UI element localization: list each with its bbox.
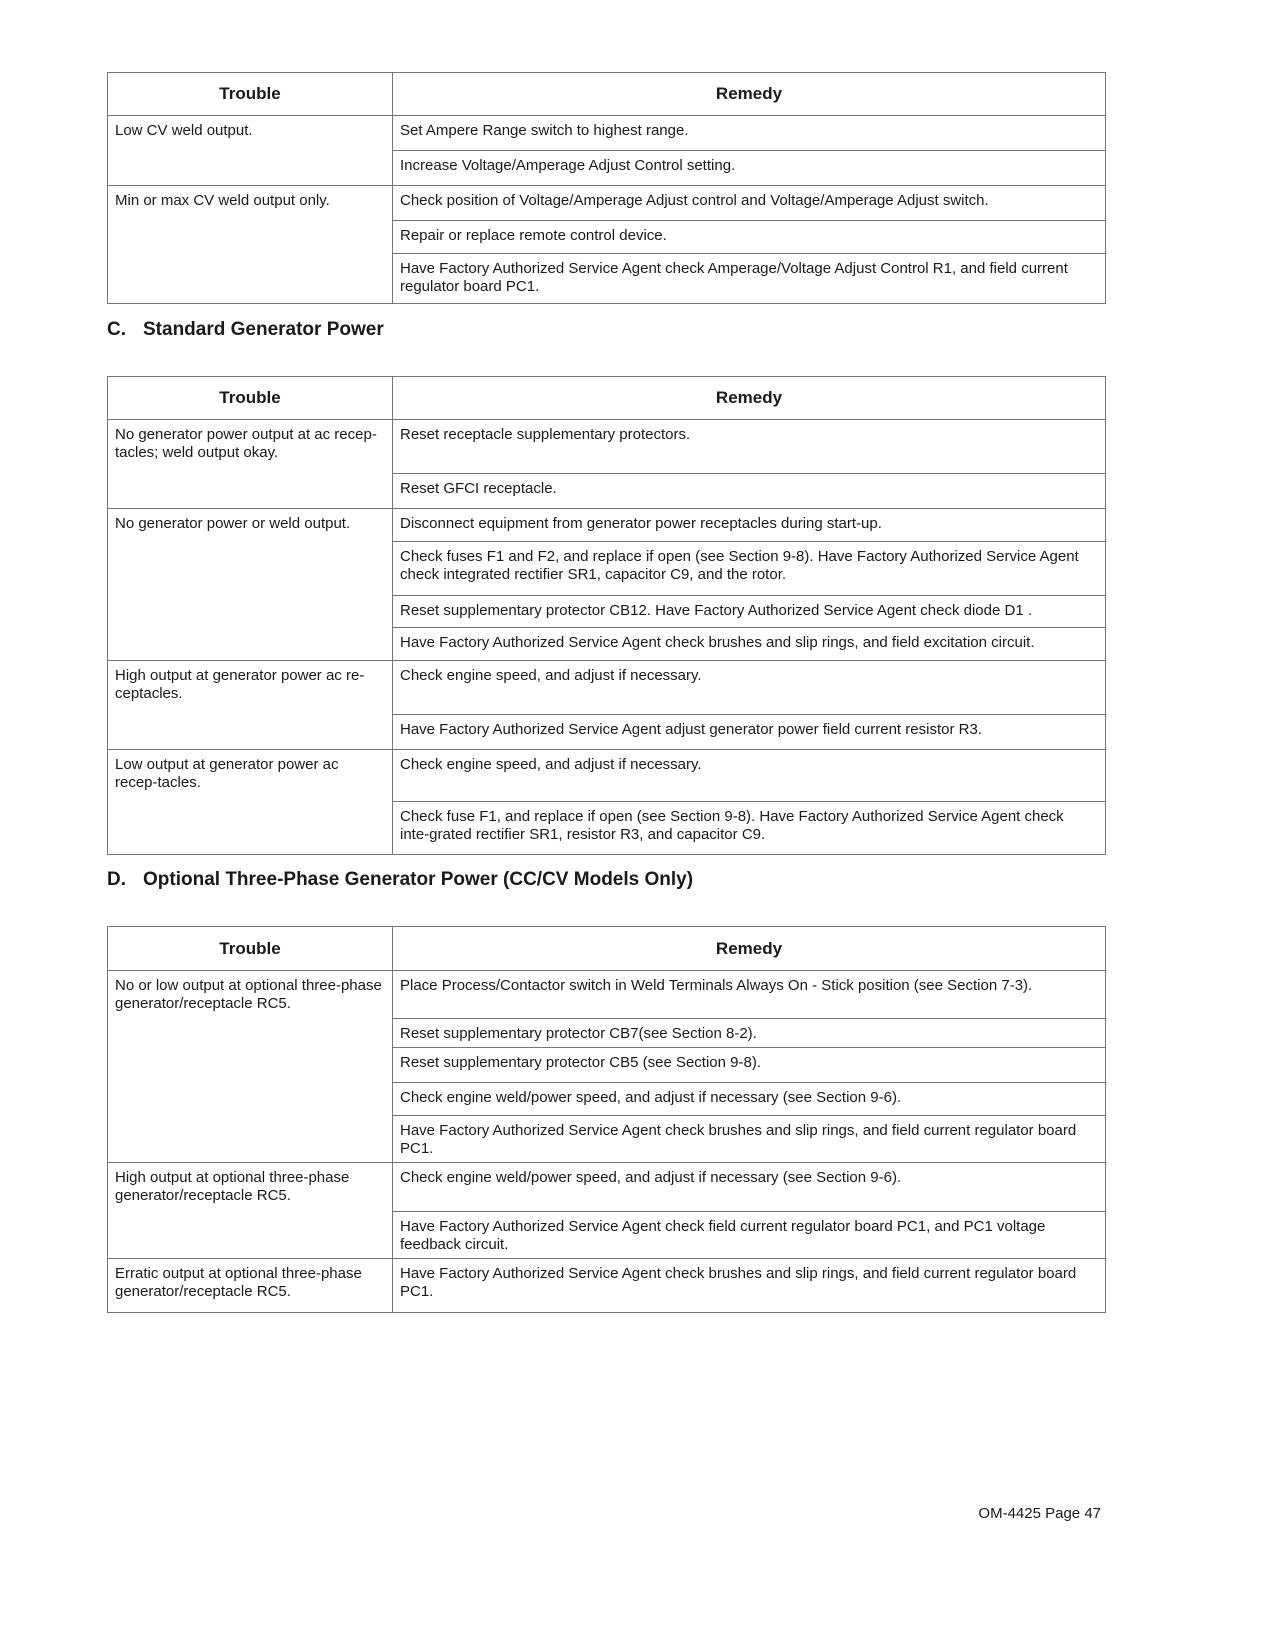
remedy-cell: Check engine weld/power speed, and adjust if necessary (see Section 9-6).	[393, 1083, 1106, 1116]
trouble-cell: Low output at generator power ac recep-tacles.	[108, 750, 393, 855]
table-header-row	[108, 73, 1106, 116]
remedy-cell: Check fuse F1, and replace if open (see Section 9-8). Have Factory Authorized Service Agent check inte-grated rectifier SR1, resistor R3, and capacitor C9.	[393, 802, 1106, 855]
section-letter: C.	[107, 319, 126, 340]
remedy-cell: Disconnect equipment from generator power receptacles during start-up.	[393, 509, 1106, 542]
remedy-header: Remedy	[393, 73, 1106, 116]
troubleshooting-table-weld	[107, 72, 1106, 304]
remedy-cell: Have Factory Authorized Service Agent check brushes and slip rings, and field current regulator board PC1.	[393, 1259, 1106, 1313]
trouble-cell: No generator power output at ac recep-tacles; weld output okay.	[108, 420, 393, 509]
table-header-row	[108, 377, 1106, 420]
trouble-cell: High output at optional three-phase generator/receptacle RC5.	[108, 1163, 393, 1259]
section-letter: D.	[107, 869, 126, 890]
table-row	[108, 420, 1106, 474]
remedy-cell: Repair or replace remote control device.	[393, 221, 1106, 254]
troubleshooting-table-three-phase	[107, 926, 1106, 1313]
remedy-header: Remedy	[393, 927, 1106, 971]
trouble-cell: Erratic output at optional three-phase generator/receptacle RC5.	[108, 1259, 393, 1313]
trouble-cell: High output at generator power ac re-ceptacles.	[108, 661, 393, 750]
remedy-cell: Reset supplementary protector CB5 (see Section 9-8).	[393, 1048, 1106, 1083]
section-heading-c	[107, 319, 384, 341]
remedy-cell: Have Factory Authorized Service Agent check Amperage/Voltage Adjust Control R1, and field current regulator board PC1.	[393, 254, 1106, 304]
table-row	[108, 116, 1106, 151]
remedy-cell: Check engine weld/power speed, and adjust if necessary (see Section 9-6).	[393, 1163, 1106, 1212]
remedy-cell: Check engine speed, and adjust if necessary.	[393, 750, 1106, 802]
trouble-cell: Min or max CV weld output only.	[108, 186, 393, 304]
trouble-cell: No generator power or weld output.	[108, 509, 393, 661]
remedy-cell: Reset GFCI receptacle.	[393, 474, 1106, 509]
remedy-cell: Have Factory Authorized Service Agent check brushes and slip rings, and field excitation circuit.	[393, 628, 1106, 661]
table-row	[108, 186, 1106, 221]
trouble-header: Trouble	[108, 927, 393, 971]
remedy-cell: Reset supplementary protector CB7(see Section 8-2).	[393, 1019, 1106, 1048]
remedy-cell: Set Ampere Range switch to highest range.	[393, 116, 1106, 151]
trouble-header: Trouble	[108, 73, 393, 116]
remedy-cell: Check position of Voltage/Amperage Adjust control and Voltage/Amperage Adjust switch.	[393, 186, 1106, 221]
section-heading-d	[107, 869, 693, 891]
remedy-cell: Have Factory Authorized Service Agent adjust generator power field current resistor R3.	[393, 715, 1106, 750]
table-header-row	[108, 927, 1106, 971]
table-row	[108, 661, 1106, 715]
remedy-cell: Check engine speed, and adjust if necessary.	[393, 661, 1106, 715]
table-row	[108, 1259, 1106, 1313]
table-row	[108, 1163, 1106, 1212]
table-row	[108, 509, 1106, 542]
section-title: Standard Generator Power	[143, 319, 384, 340]
trouble-cell: No or low output at optional three-phase generator/receptacle RC5.	[108, 971, 393, 1163]
remedy-cell: Reset receptacle supplementary protectors.	[393, 420, 1106, 474]
remedy-cell: Have Factory Authorized Service Agent check field current regulator board PC1, and PC1 voltage feedback circuit.	[393, 1212, 1106, 1259]
page-footer: OM-4425 Page 47	[978, 1505, 1101, 1522]
remedy-cell: Place Process/Contactor switch in Weld Terminals Always On - Stick position (see Section 7-3).	[393, 971, 1106, 1019]
troubleshooting-table-generator	[107, 376, 1106, 855]
remedy-cell: Check fuses F1 and F2, and replace if open (see Section 9-8). Have Factory Authorized Service Agent check integrated rectifier SR1, capacitor C9, and the rotor.	[393, 542, 1106, 596]
remedy-cell: Have Factory Authorized Service Agent check brushes and slip rings, and field current regulator board PC1.	[393, 1116, 1106, 1163]
remedy-cell: Increase Voltage/Amperage Adjust Control setting.	[393, 151, 1106, 186]
section-title: Optional Three-Phase Generator Power (CC/CV Models Only)	[143, 869, 694, 890]
remedy-header: Remedy	[393, 377, 1106, 420]
trouble-cell: Low CV weld output.	[108, 116, 393, 186]
table-row	[108, 971, 1106, 1019]
table-row	[108, 750, 1106, 802]
trouble-header: Trouble	[108, 377, 393, 420]
remedy-cell: Reset supplementary protector CB12. Have Factory Authorized Service Agent check diode D1 .	[393, 596, 1106, 628]
